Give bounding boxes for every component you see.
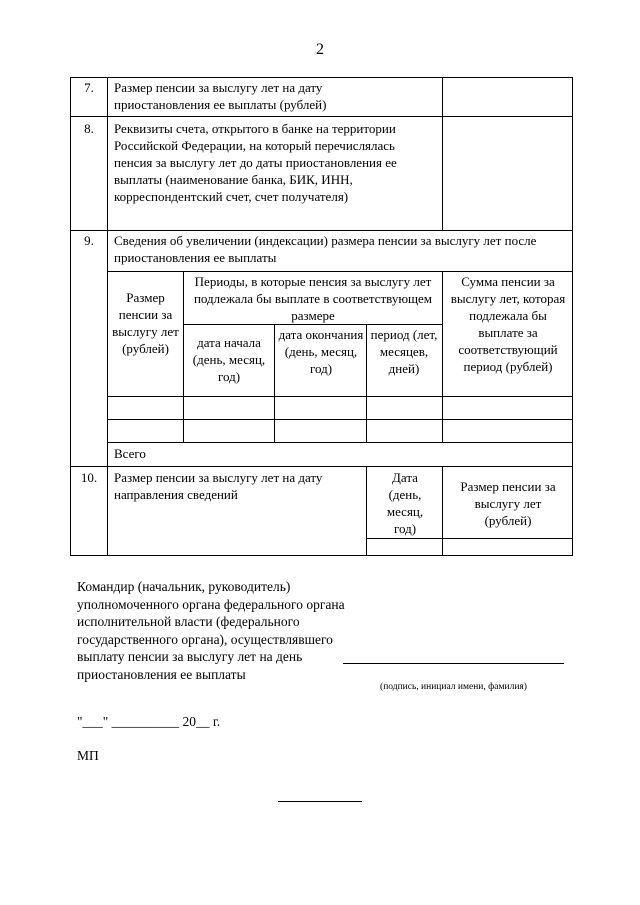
row-7-number: 7. [84,80,94,95]
row-9-title: Сведения об увеличении (индексации) размера пенсии за выслугу лет после приостановления ее выплаты [114,233,537,265]
signature-line [343,663,564,664]
column-periods: Периоды, в которые пенсия за выслугу лет подлежала бы выплате в соответствующем размере [193,274,433,323]
stamp-place: МП [77,748,99,763]
row-8-number: 8. [84,121,94,136]
page-number: 2 [316,41,324,58]
end-line [278,801,362,802]
row-10-number: 10. [80,470,98,485]
column-end-date: дата окончания (день, месяц, год) [278,327,364,376]
column-period: период (лет, месяцев, дней) [370,327,438,376]
column-current-size: Размер пенсии за выслугу лет (рублей) [460,479,556,528]
column-start-date: дата начала (день, месяц, год) [192,335,266,384]
total-label: Всего [114,446,146,461]
row-10-text: Размер пенсии за выслугу лет на дату направления сведений [114,470,323,502]
row-9-number: 9. [84,233,94,248]
signature-caption: (подпись, инициал имени, фамилия) [380,682,527,692]
column-sum: Сумма пенсии за выслугу лет, которая подлежала бы выплате за соответствующий период (рублей) [450,274,566,374]
row-7-text: Размер пенсии за выслугу лет на дату приостановления ее выплаты (рублей) [114,80,327,112]
date-line: "___" __________ 20__ г. [77,714,221,729]
signatory-title: Командир (начальник, руководитель) уполномоченного органа федерального органа исполнительной власти (федерального государственного органа), осуществлявшего выплату пенсии за выслугу лет на день приостановления ее выплаты [77,579,345,682]
column-pension-size: Размер пенсии за выслугу лет (рублей) [112,290,179,356]
row-8-text: Реквизиты счета, открытого в банке на территории Российской Федерации, на который перечислялась пенсия за выслугу лет до даты приостановления ее выплаты (наименование банка, БИК, ИНН, корреспондентский счет, счет получателя) [114,121,397,204]
column-date: Дата (день, месяц, год) [386,470,424,536]
